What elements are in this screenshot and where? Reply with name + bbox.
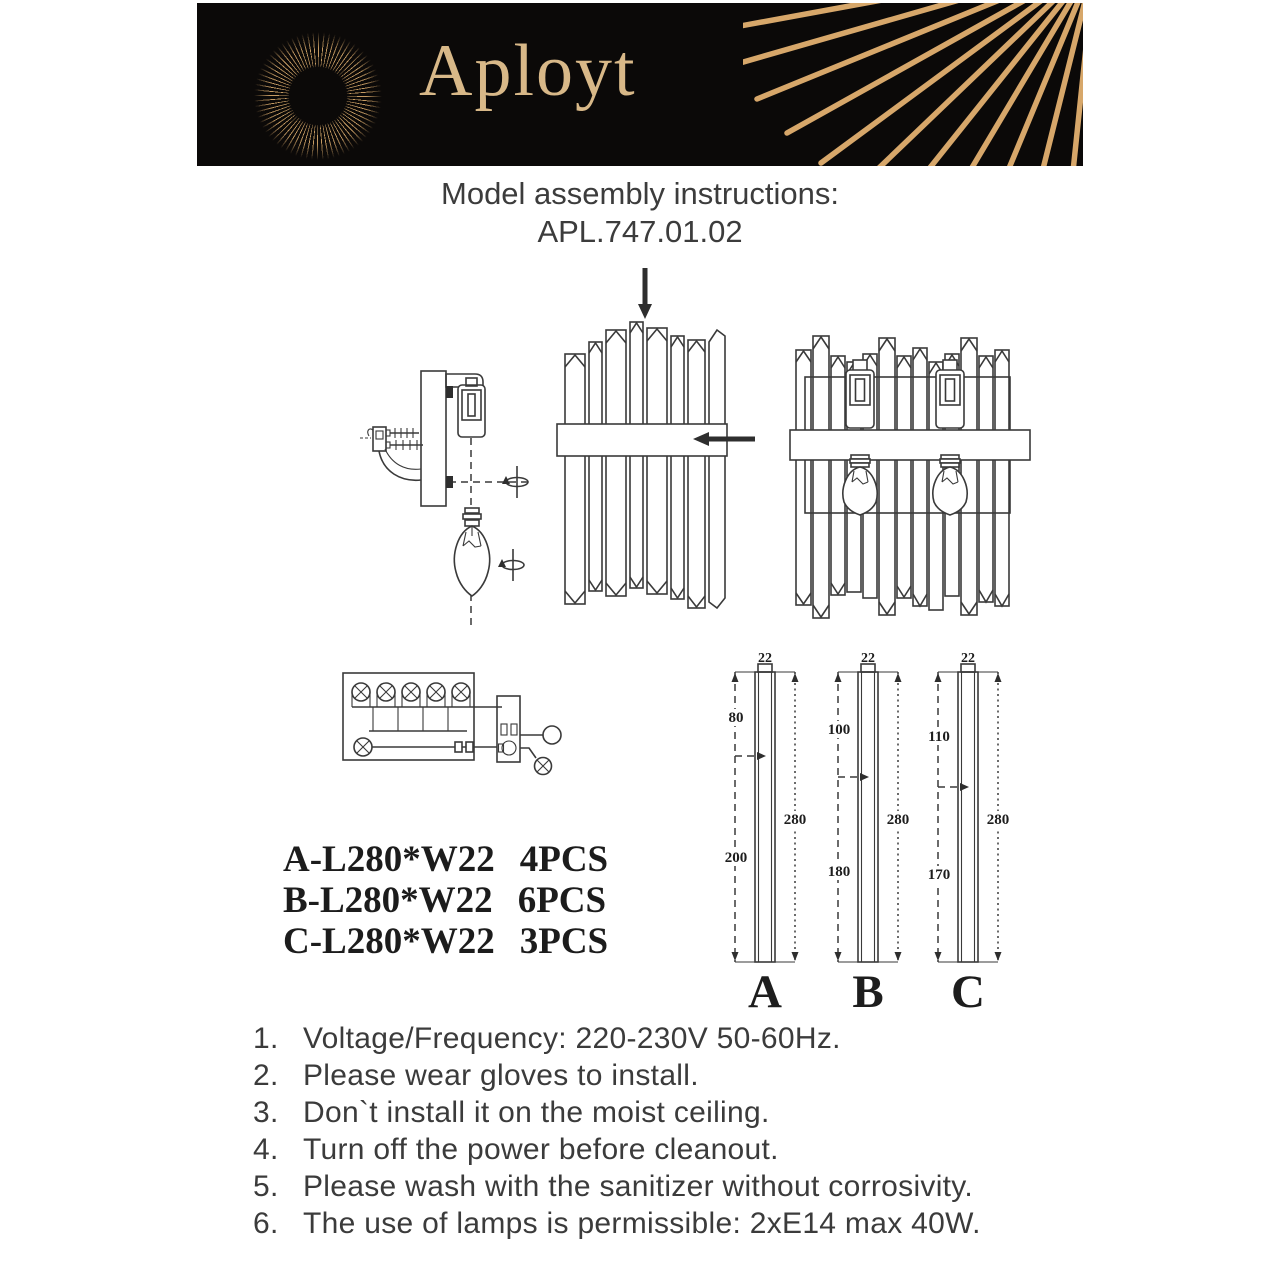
part-label: B-L280*W22 (283, 880, 493, 921)
page-title: Model assembly instructions: (441, 176, 839, 211)
dimension-diagram-a (715, 650, 825, 1015)
instruction-item (253, 1133, 1063, 1170)
dim-top-width: 22 (758, 651, 772, 666)
dim-lower: 180 (827, 864, 851, 880)
instruction-number: 4. (253, 1133, 279, 1166)
sunburst-core (289, 67, 347, 125)
brand-banner (197, 3, 1083, 166)
dim-upper: 100 (827, 722, 851, 738)
drawing-sconce-front-view (780, 310, 1060, 640)
dim-upper: 80 (728, 710, 744, 726)
instruction-number: 2. (253, 1059, 279, 1092)
parts-list (283, 839, 608, 962)
part-label: A-L280*W22 (283, 839, 495, 880)
instruction-item (253, 1059, 1063, 1096)
part-row (283, 839, 608, 880)
part-label: C-L280*W22 (283, 921, 495, 962)
dim-top-width: 22 (961, 651, 975, 666)
drawing-shade-side-view (545, 258, 770, 643)
instruction-text: The use of lamps is permissible: 2xE14 max 40W. (303, 1207, 981, 1240)
instruction-number: 3. (253, 1096, 279, 1129)
part-qty: 6PCS (517, 880, 607, 921)
dim-lower: 200 (724, 850, 748, 866)
diagram-letter: B (852, 966, 884, 1015)
part-qty: 3PCS (519, 921, 609, 962)
instruction-item (253, 1022, 1063, 1059)
instruction-text: Turn off the power before cleanout. (303, 1133, 779, 1166)
down-arrow-icon (638, 268, 652, 319)
dim-lower: 170 (927, 867, 951, 883)
instruction-number: 5. (253, 1170, 279, 1203)
instruction-item (253, 1207, 1063, 1244)
instruction-text: Please wash with the sanitizer without corrosivity. (303, 1170, 974, 1203)
instruction-text: Voltage/Frequency: 220-230V 50-60Hz. (303, 1022, 841, 1055)
dim-total: 280 (783, 812, 807, 828)
part-row (283, 921, 608, 962)
dimension-diagram-c (918, 650, 1028, 1015)
dim-total: 280 (986, 812, 1010, 828)
instruction-item (253, 1096, 1063, 1133)
dim-total: 280 (886, 812, 910, 828)
instruction-number: 1. (253, 1022, 279, 1055)
dim-upper: 110 (928, 729, 950, 745)
brand-name: Aployt (419, 30, 637, 112)
part-row (283, 880, 608, 921)
corner-rays-icon (743, 3, 1083, 166)
rotate-arrow-icon (498, 549, 524, 581)
instruction-item (253, 1170, 1063, 1207)
model-number: APL.747.01.02 (537, 214, 743, 249)
diagram-letter: C (951, 966, 985, 1015)
wiring-diagram (330, 648, 575, 788)
instruction-number: 6. (253, 1207, 279, 1240)
dim-top-width: 22 (861, 651, 875, 666)
dimension-diagram-b (818, 650, 928, 1015)
instruction-text: Please wear gloves to install. (303, 1059, 699, 1092)
instruction-text: Don`t install it on the moist ceiling. (303, 1096, 770, 1129)
part-qty: 4PCS (519, 839, 609, 880)
diagram-letter: A (748, 966, 782, 1015)
instruction-list (253, 1022, 1063, 1244)
